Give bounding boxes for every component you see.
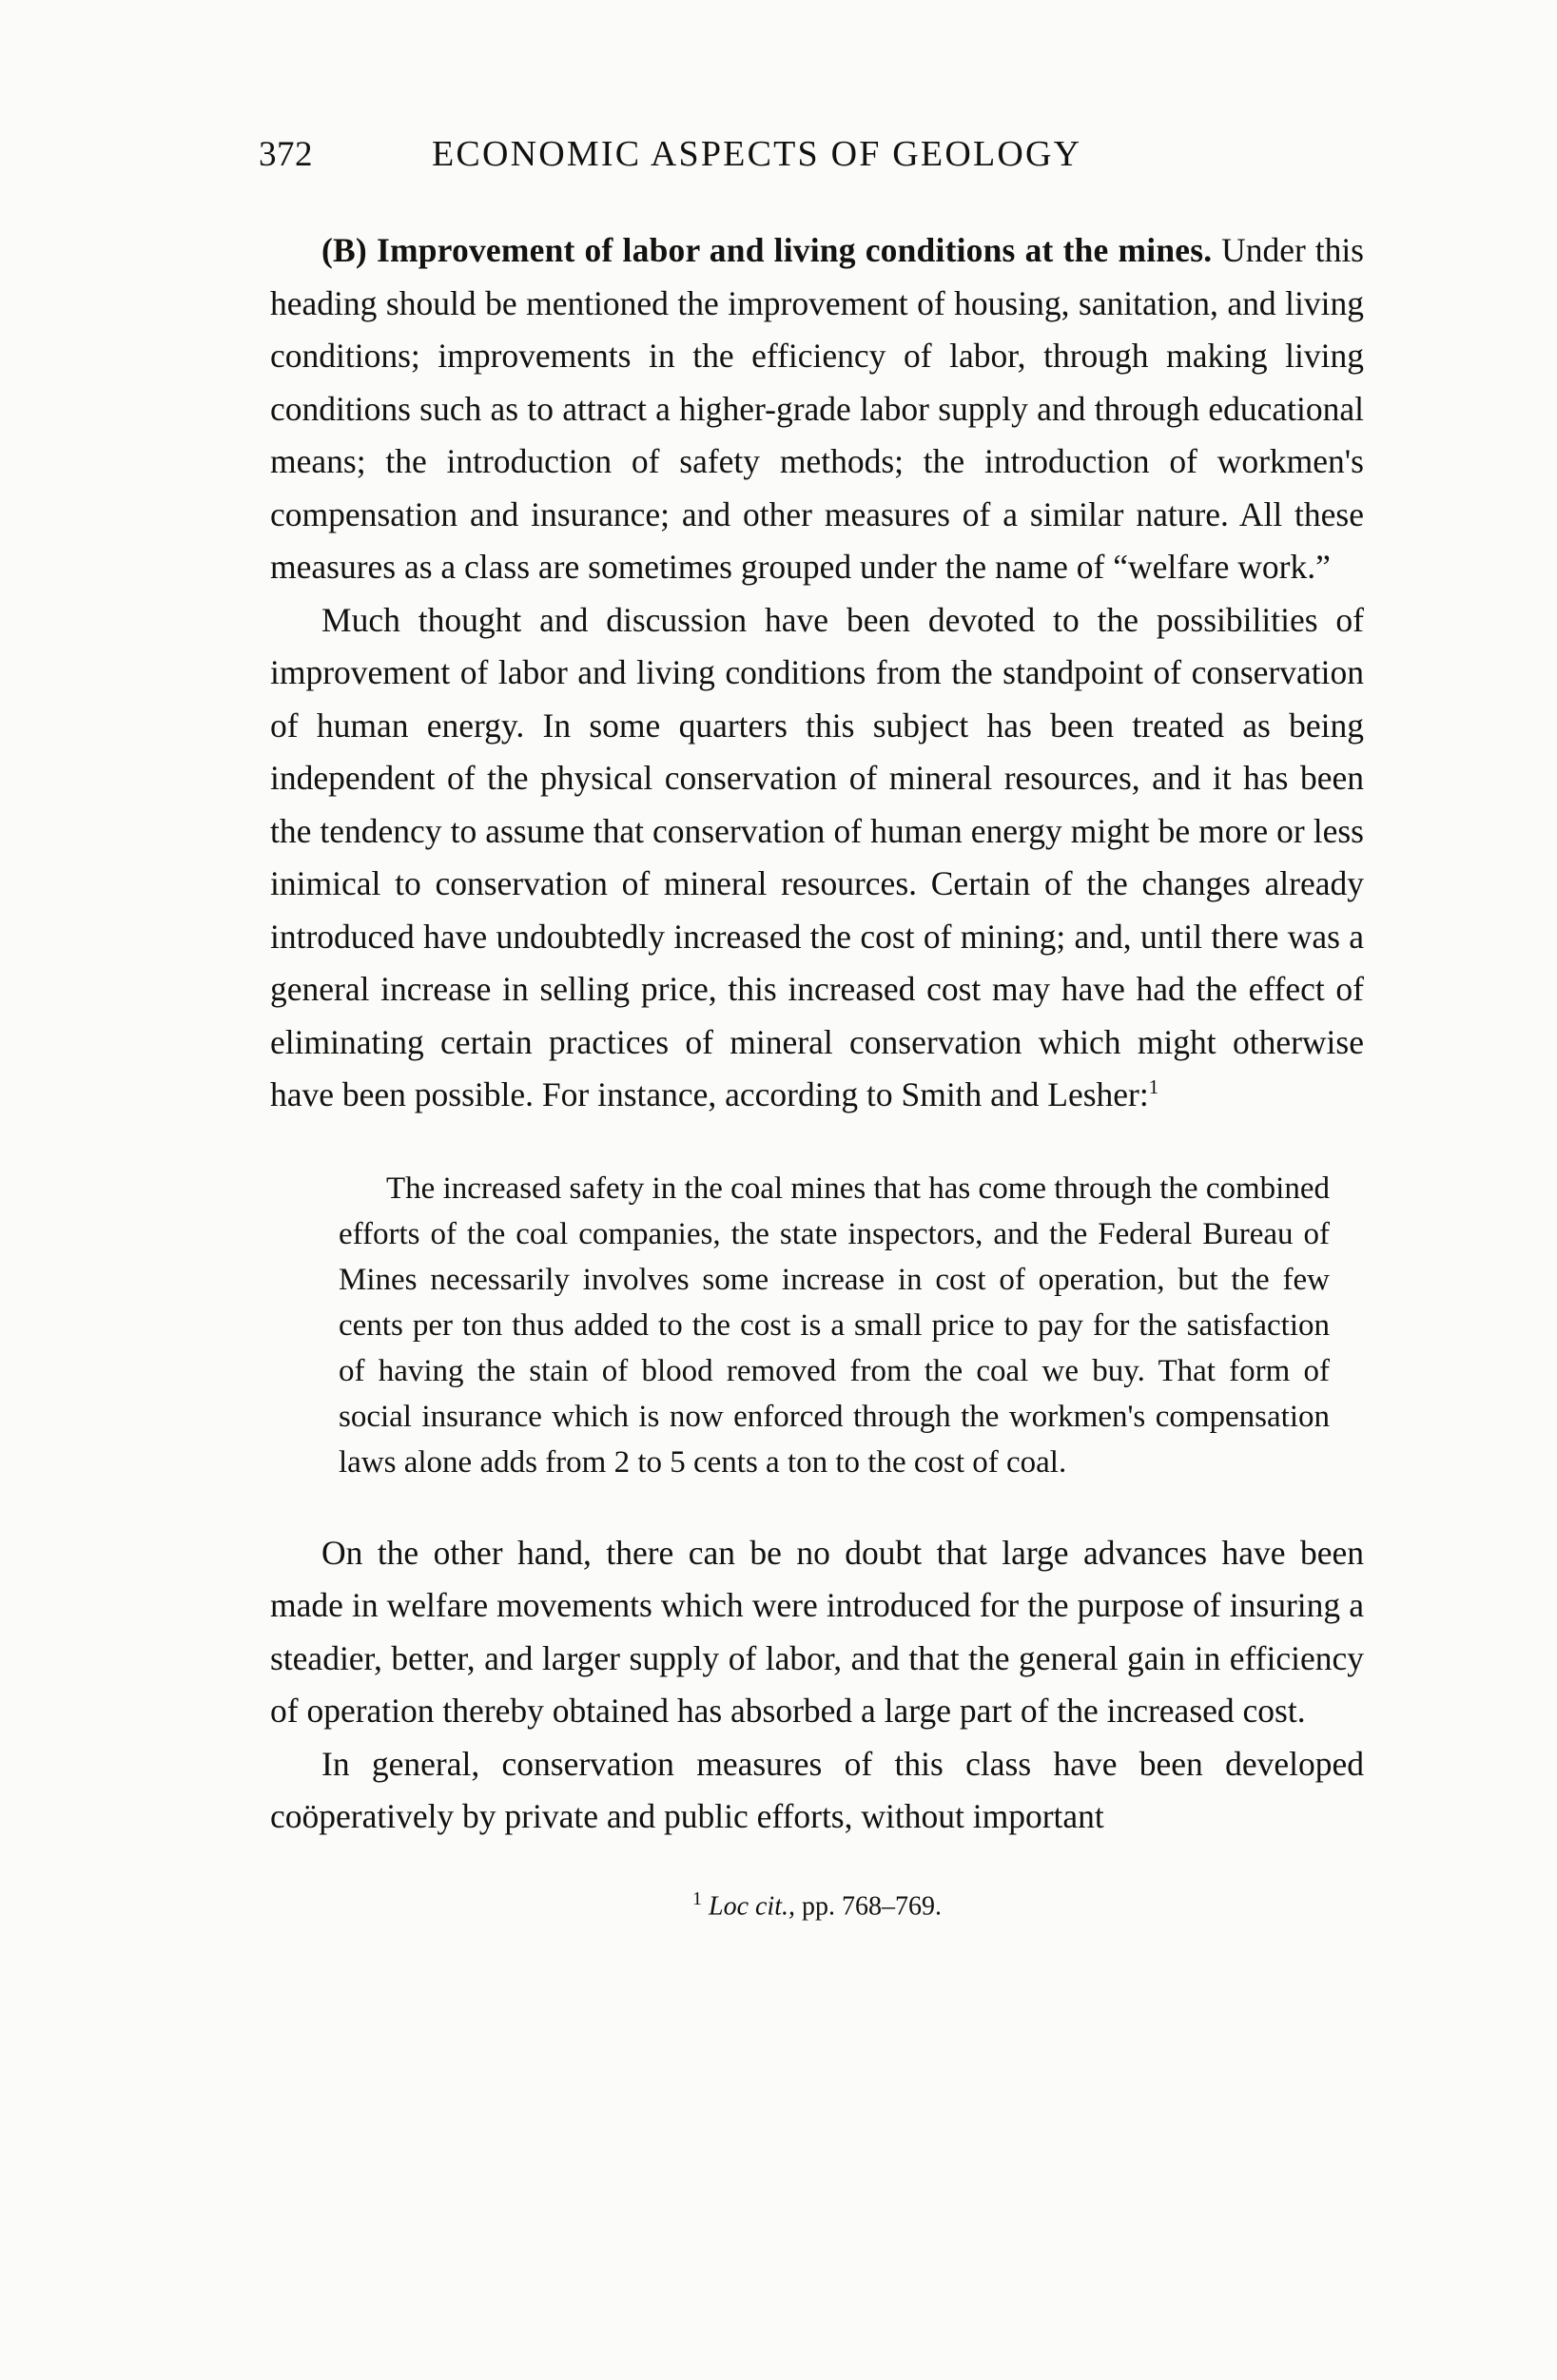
footnote-citation-pages: pp. 768–769. <box>795 1890 942 1921</box>
running-head: ECONOMIC ASPECTS OF GEOLOGY <box>432 134 1082 174</box>
paragraph-on-the-other-hand: On the other hand, there can be no doubt that large advances have been made in welfare movements which were introduced for the purpose of insuring a steadier, better, and larger supply of labor, and that the general gain in efficiency of operation thereby obtained has absorbed a large part of the increased cost. <box>270 1533 1364 1730</box>
block-quote <box>270 1166 1364 1485</box>
section-heading: (B) Improvement of labor and living conditions at the mines. <box>321 231 1213 269</box>
page-content <box>259 133 1412 1925</box>
footnote <box>270 1880 1364 1925</box>
footnote-marker: 1 <box>692 1887 702 1909</box>
paragraph-in-general: In general, conservation measures of this class have been developed coöperatively by private and public efforts, without important <box>270 1744 1364 1835</box>
page-number: 372 <box>259 135 313 174</box>
quote-spacer <box>270 1485 1364 1527</box>
paragraph-much-thought <box>270 594 1364 1122</box>
footnote-reference: 1 <box>1148 1075 1159 1099</box>
block-quote-text: The increased safety in the coal mines that has come through the combined efforts of the coal companies, the state inspectors, and the Federal Bureau of Mines necessarily involves some increase in cost of operation, but the few cents per ton thus added to the cost is a small price to pay for the satisfaction of having the stain of blood removed from the coal we buy. That form of social insurance which is now enforced through the workmen's compensation laws alone adds from 2 to 5 cents a ton to the cost of coal. <box>339 1171 1330 1480</box>
paragraph-section-b-text: Under this heading should be mentioned the improvement of housing, sanitation, and living conditions; improvements in the efficiency of labor, through making living conditions such as to attract a higher-grade labor supply and through educational means; the introduction of safety methods; the introduction of workmen's compensation and insurance; and other measures of a similar nature. All these measures as a class are sometimes grouped under the name of “welfare work.” <box>270 231 1364 586</box>
body-column <box>270 224 1364 1925</box>
paragraph-much-thought-text: Much thought and discussion have been devoted to the possibilities of improvement of labor and living conditions from the standpoint of conservation of human energy. In some quarters this subject has been treated as being independent of the physical conservation of mineral resources, and it has been the tendency to assume that conservation of human energy might be more or less inimical to conservation of mineral resources. Certain of the changes already introduced have undoubtedly increased the cost of mining; and, until there was a general increase in selling price, this increased cost may have had the effect of eliminating certain practices of mineral conservation which might otherwise have been possible. For instance, according to Smith and Lesher: <box>270 600 1364 1113</box>
footnote-citation-italic: Loc cit., <box>709 1890 795 1921</box>
page-header <box>259 133 1412 175</box>
paragraph-section-b <box>270 224 1364 594</box>
